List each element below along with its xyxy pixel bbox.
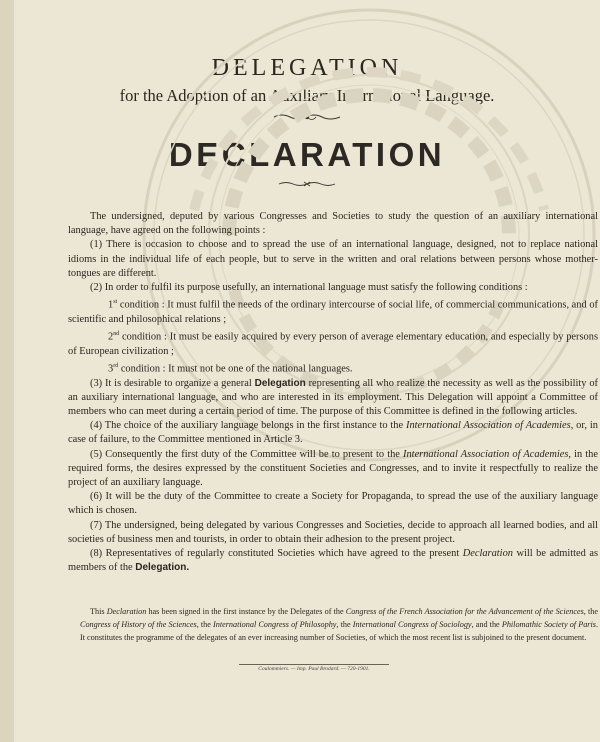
condition-2: 2nd condition : It must be easily acquired by every person of average elementary education, and especially by persons of European civilization ;: [68, 331, 598, 357]
point-2: (2) In order to fulfil its purpose usefully, an international language must satisfy the following conditions :: [90, 282, 528, 294]
printer-imprint: Coulommiers. — Imp. Paul Brodard. — 720-1901.: [258, 666, 370, 672]
small-ornament-icon: [277, 180, 337, 188]
intro-paragraph: The undersigned, deputed by various Congresses and Societies to study the question of an auxiliary international language, have agreed on the following points :: [68, 211, 598, 237]
delegation-title: DELEGATION: [211, 55, 403, 81]
ornament-divider-icon: [272, 112, 342, 122]
document-header: [14, 55, 600, 188]
point-7: (7) The undersigned, being delegated by various Congresses and Societies, decide to approach all learned bodies, and all societies of business men and tourists, in order to obtain their adhesion to the present project.: [68, 519, 598, 545]
point-1: (1) There is occasion to choose and to spread the use of an international language, designed, not to replace national idioms in the individual life of each people, but to serve in the written and oral relations between persons whose mother-tongues are different.: [68, 239, 598, 279]
signature-note: This Declaration has been signed in the first instance by the Delegates of the Congress of the French Association for the Advancement of the Sciences, the Congress of History of the Sciences, the International Congress of Philosophy, the International Congress of Sociology, and the Philomathic Society of Paris. It constitutes the programme of the delegates of an ever increasing number of Societies, of which the most recent list is subjoined to the present document.: [80, 607, 598, 642]
point-3: (3) It is desirable to organize a general Delegation representing all who realize the necessity as well as the possibility of an auxiliary international language, and who are interested in its employment. This Delegation will appoint a Committee of members who can meet during a certain period of time. The purpose of this Committee is defined in the following articles.: [68, 377, 598, 418]
condition-3: 3rd condition : It must not be one of the national languages.: [108, 362, 353, 375]
point-5: (5) Consequently the first duty of the Committee will be to present to the International Association of Academies, in the required forms, the desires expressed by the constituent Societies and Congresses, and to invite it respectfully to realize the project of an auxiliary language.: [68, 448, 598, 489]
point-6: (6) It will be the duty of the Committee to create a Society for Propaganda, to spread the use of the auxiliary language which is chosen.: [68, 491, 598, 517]
declaration-body: [68, 210, 598, 575]
declaration-title: DECLARATION: [168, 136, 446, 173]
point-8: (8) Representatives of regularly constituted Societies which have agreed to the present Declaration will be admitted as members of the Delegation.: [68, 548, 598, 574]
delegation-subtitle: for the Adoption of an Auxiliary International Language.: [119, 86, 495, 105]
point-4: (4) The choice of the auxiliary language belongs in the first instance to the International Association of Academies, or, in case of failure, to the Committee mentioned in Article 3.: [68, 420, 598, 446]
imprint-divider: [239, 664, 389, 665]
condition-1: 1st condition : It must fulfil the needs of the ordinary intercourse of social life, of commercial communications, and of scientific and philosophical relations ;: [68, 299, 598, 325]
